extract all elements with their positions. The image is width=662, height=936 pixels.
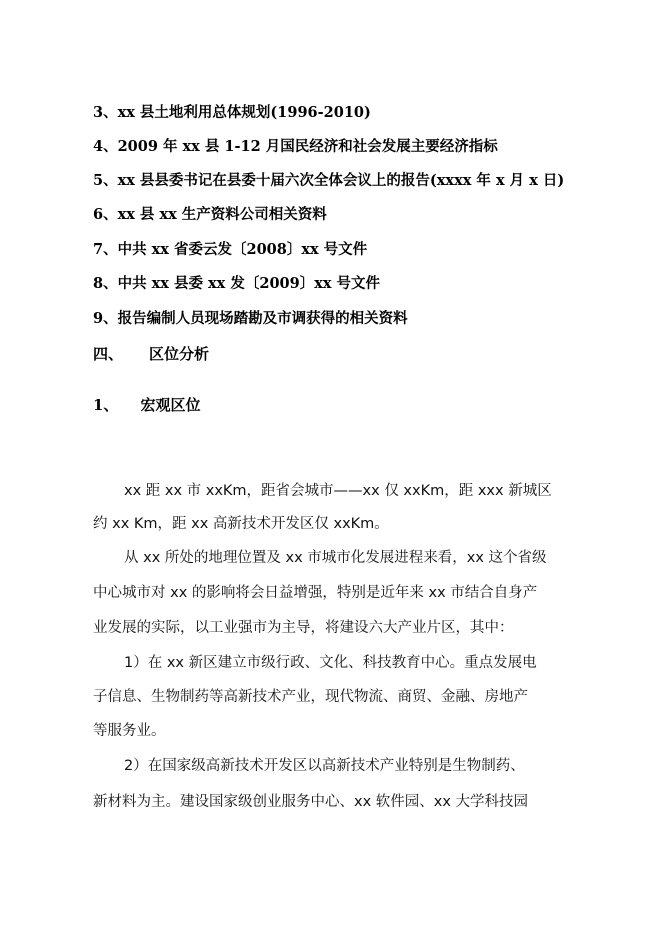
body-line: xx 距 xx 市 xxKm，距省会城市——xx 仅 xxKm，距 xxx 新城区 (124, 483, 552, 499)
reference-item-8: 8、中共 xx 县委 xx 发〔2009〕xx 号文件 (93, 275, 381, 292)
body-line: 新材料为主。建设国家级创业服务中心、xx 软件园、xx 大学科技园 (93, 794, 529, 810)
subsection-title: 宏观区位 (140, 396, 201, 414)
body-line: 子信息、生物制药等高新技术产业，现代物流、商贸、金融、房地产 (93, 689, 528, 705)
reference-item-6: 6、xx 县 xx 生产资料公司相关资料 (93, 206, 327, 223)
reference-item-9: 9、报告编制人员现场踏勘及市调获得的相关资料 (93, 310, 408, 327)
subsection-number: 1、 (93, 396, 119, 414)
section-number: 四、 (93, 345, 124, 363)
body-line: 中心城市对 xx 的影响将会日益增强，特别是近年来 xx 市结合自身产 (93, 585, 538, 601)
subsection-heading (93, 398, 200, 413)
reference-item-5: 5、xx 县县委书记在县委十届六次全体会议上的报告(xxxx 年 x 月 x 日) (93, 172, 565, 189)
body-line: 等服务业。 (93, 723, 166, 739)
reference-item-3: 3、xx 县土地利用总体规划(1996-2010) (93, 104, 371, 121)
body-line: 约 xx Km，距 xx 高新技术开发区仅 xxKm。 (93, 516, 389, 532)
body-line: 2）在国家级高新技术开发区以高新技术产业特别是生物制药、 (124, 758, 525, 774)
body-line: 1）在 xx 新区建立市级行政、文化、科技教育中心。重点发展电 (124, 655, 537, 671)
reference-item-7: 7、中共 xx 省委云发〔2008〕xx 号文件 (93, 241, 368, 258)
body-line: 业发展的实际，以工业强市为主导，将建设六大产业片区，其中： (93, 620, 514, 636)
body-line: 从 xx 所处的地理位置及 xx 市城市化发展进程来看，xx 这个省级 (124, 550, 547, 566)
section-title: 区位分析 (149, 345, 210, 363)
reference-item-4: 4、2009 年 xx 县 1-12 月国民经济和社会发展主要经济指标 (93, 138, 498, 155)
section-heading (93, 347, 209, 362)
